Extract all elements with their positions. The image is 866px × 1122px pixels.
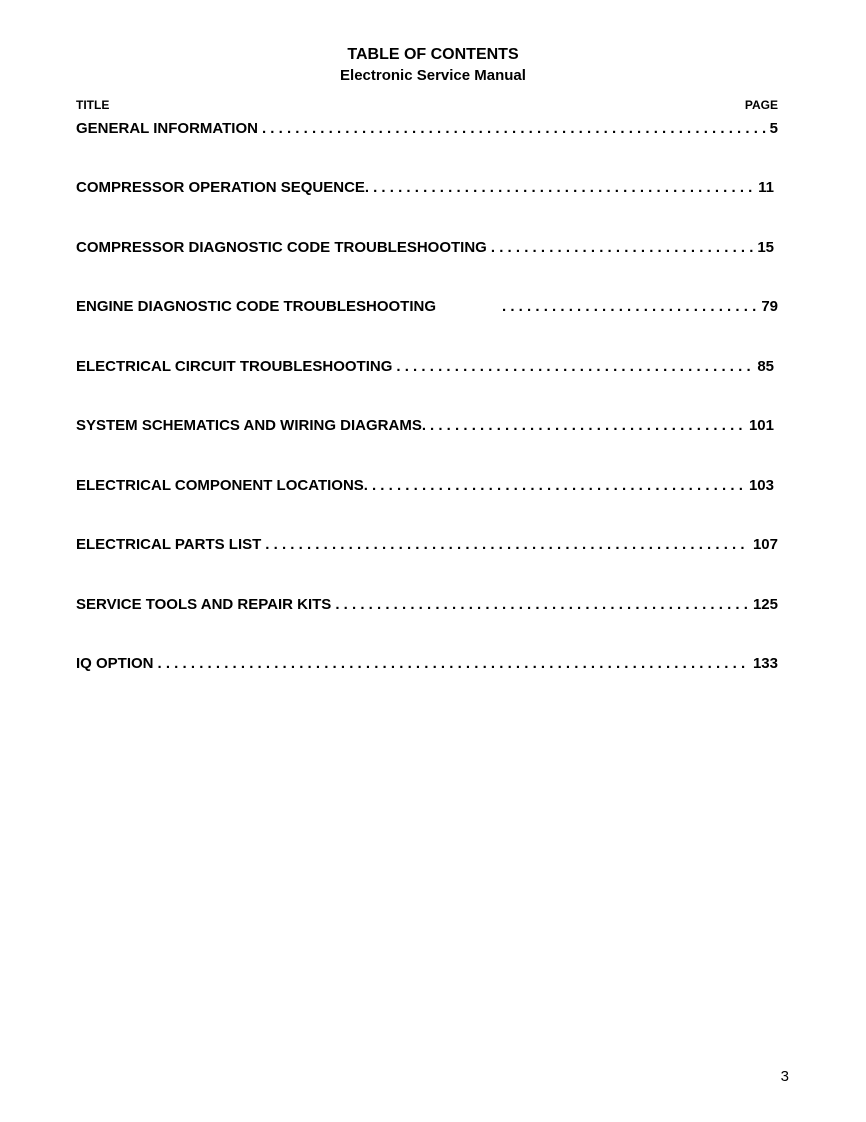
toc-entry-electrical-parts-list[interactable] (76, 536, 778, 556)
toc-entry-engine-diagnostic-code[interactable] (76, 298, 778, 318)
toc-entry-page: 11 (758, 179, 774, 196)
toc-entry-page: 133 (752, 655, 778, 672)
toc-entry-system-schematics[interactable] (76, 417, 778, 437)
toc-entry-general-information[interactable] (76, 120, 778, 140)
toc-entry-title: IQ OPTION (76, 655, 154, 672)
toc-entry-page: 15 (757, 239, 774, 256)
dot-leader (265, 536, 749, 553)
dot-leader (491, 239, 753, 256)
title-column-header: TITLE (76, 98, 110, 112)
toc-entry-title: COMPRESSOR DIAGNOSTIC CODE TROUBLESHOOTING (76, 239, 487, 256)
toc-entry-title: ELECTRICAL CIRCUIT TROUBLESHOOTING (76, 358, 393, 375)
toc-entry-page: 107 (752, 536, 778, 553)
toc-entry-compressor-operation-sequence[interactable] (76, 179, 778, 199)
toc-entry-title: COMPRESSOR OPERATION SEQUENCE. (76, 179, 370, 196)
document-subtitle: Electronic Service Manual (340, 67, 526, 84)
toc-entry-title: ELECTRICAL PARTS LIST (76, 536, 262, 553)
toc-entry-page: 5 (769, 120, 778, 137)
toc-entry-page: 79 (761, 298, 778, 315)
dot-leader (373, 179, 754, 196)
document-title: TABLE OF CONTENTS (347, 46, 519, 63)
dot-leader (335, 596, 749, 613)
page-column-header: PAGE (744, 98, 778, 112)
toc-entry-title: SYSTEM SCHEMATICS AND WIRING DIAGRAMS. (76, 417, 427, 434)
toc-entry-page: 103 (748, 477, 774, 494)
toc-entry-title: ENGINE DIAGNOSTIC CODE TROUBLESHOOTING (76, 298, 437, 315)
toc-entry-page: 85 (757, 358, 774, 375)
dot-leader (262, 120, 766, 137)
toc-entry-electrical-component-locations[interactable] (76, 477, 778, 497)
toc-entry-title: SERVICE TOOLS AND REPAIR KITS (76, 596, 332, 613)
toc-entry-page: 125 (752, 596, 778, 613)
toc-entry-title: ELECTRICAL COMPONENT LOCATIONS. (76, 477, 368, 494)
toc-entry-title: GENERAL INFORMATION (76, 120, 258, 137)
dot-leader (502, 298, 757, 315)
toc-entry-service-tools-repair-kits[interactable] (76, 596, 778, 616)
dot-leader (430, 417, 745, 434)
toc-entry-iq-option[interactable] (76, 655, 778, 675)
footer-page-number: 3 (780, 1068, 789, 1085)
toc-entry-electrical-circuit-troubleshooting[interactable] (76, 358, 778, 378)
dot-leader (158, 655, 749, 672)
dot-leader (396, 358, 753, 375)
dot-leader (372, 477, 745, 494)
toc-entry-compressor-diagnostic-code[interactable] (76, 239, 778, 259)
toc-entry-page: 101 (748, 417, 774, 434)
